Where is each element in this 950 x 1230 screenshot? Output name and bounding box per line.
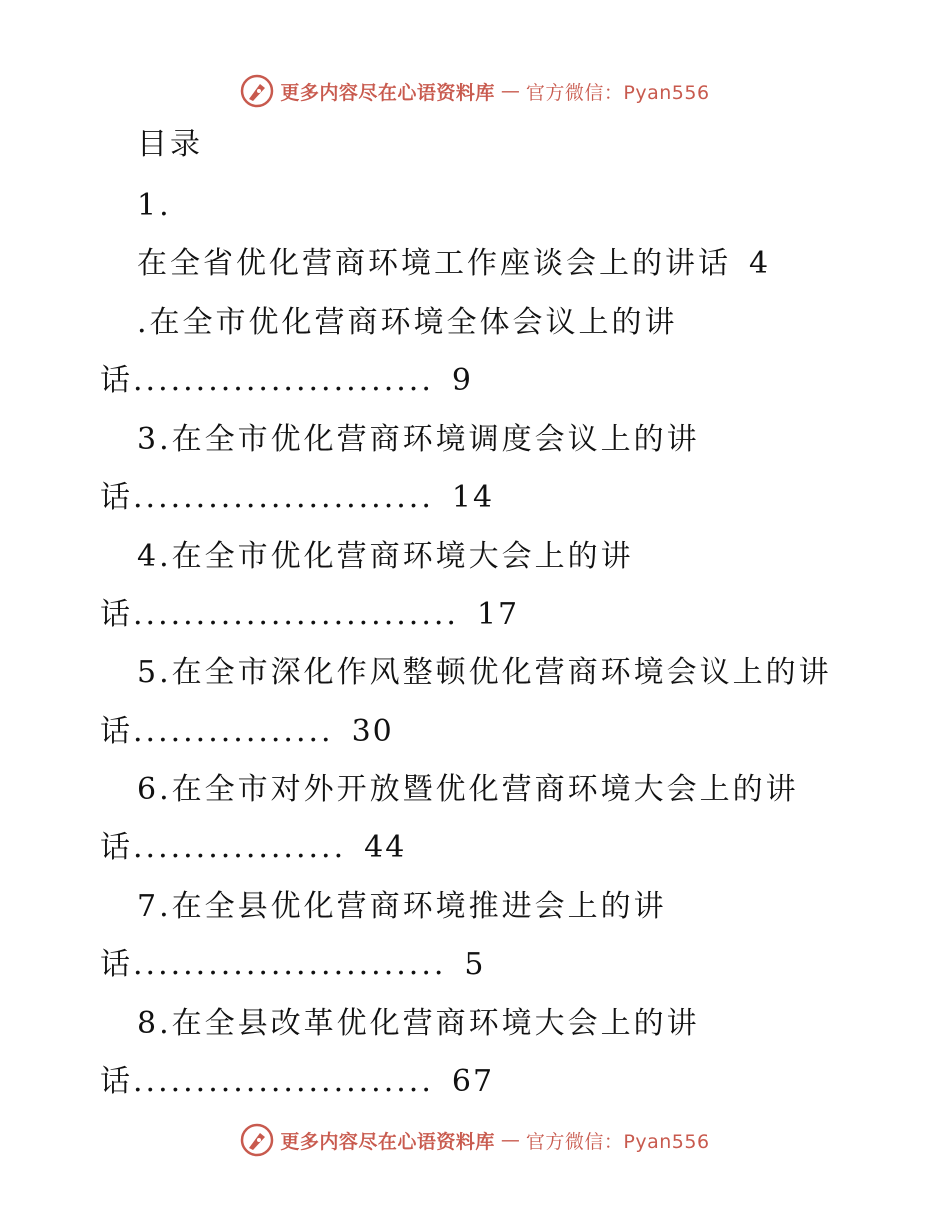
toc-entry-8-tail[interactable] bbox=[100, 1064, 495, 1099]
toc-entry-2-tail[interactable] bbox=[100, 363, 473, 398]
toc-entry-3-tail[interactable] bbox=[100, 480, 495, 515]
toc-entry-tail: 话 bbox=[100, 1064, 133, 1099]
toc-entry-page: 44 bbox=[364, 830, 407, 865]
pen-nib-logo-icon bbox=[240, 74, 274, 108]
toc-entry-1-number: 1. bbox=[137, 188, 172, 223]
toc-entry-7-tail[interactable] bbox=[100, 947, 486, 982]
toc-entry-page: 67 bbox=[451, 1064, 495, 1099]
toc-entry-6[interactable]: 6.在全市对外开放暨优化营商环境大会上的讲 bbox=[137, 772, 799, 807]
toc-entry-2[interactable]: .在全市优化营商环境全体会议上的讲 bbox=[137, 305, 678, 340]
toc-title: 目录 bbox=[137, 127, 203, 162]
toc-entry-page: 30 bbox=[351, 714, 394, 749]
toc-entry-page: 14 bbox=[451, 480, 495, 515]
toc-entry-tail: 话 bbox=[100, 947, 133, 982]
toc-entry-4-tail[interactable] bbox=[100, 597, 520, 632]
toc-entry-4[interactable]: 4.在全市优化营商环境大会上的讲 bbox=[137, 539, 634, 574]
toc-entry-3[interactable]: 3.在全市优化营商环境调度会议上的讲 bbox=[137, 422, 700, 457]
watermark-banner-top bbox=[0, 69, 950, 113]
watermark-separator: — bbox=[500, 1129, 520, 1151]
watermark-separator: — bbox=[500, 80, 520, 102]
toc-leader-dots: ........................ bbox=[133, 363, 434, 398]
watermark-text: 更多内容尽在心语资料库 bbox=[280, 1130, 495, 1153]
toc-entry-8[interactable]: 8.在全县改革优化营商环境大会上的讲 bbox=[137, 1006, 700, 1041]
toc-entry-page: 5 bbox=[464, 947, 486, 982]
toc-entry-1[interactable] bbox=[137, 246, 771, 281]
toc-entry-tail: 话 bbox=[100, 363, 133, 398]
toc-entry-tail: 话 bbox=[100, 714, 133, 749]
toc-entry-6-tail[interactable] bbox=[100, 830, 407, 865]
watermark-wechat: 官方微信：Pyan556 bbox=[525, 81, 710, 104]
watermark-text: 更多内容尽在心语资料库 bbox=[280, 81, 495, 104]
watermark-banner-bottom bbox=[0, 1118, 950, 1162]
toc-entry-tail: 话 bbox=[100, 597, 133, 632]
toc-entry-5[interactable]: 5.在全市深化作风整顿优化营商环境会议上的讲 bbox=[137, 655, 832, 690]
toc-entry-title: 在全省优化营商环境工作座谈会上的讲话 bbox=[137, 246, 731, 281]
toc-entry-page: 9 bbox=[451, 363, 473, 398]
pen-nib-logo-icon bbox=[240, 1123, 274, 1157]
toc-entry-5-tail[interactable] bbox=[100, 714, 394, 749]
toc-entry-7[interactable]: 7.在全县优化营商环境推进会上的讲 bbox=[137, 889, 667, 924]
toc-entry-tail: 话 bbox=[100, 830, 133, 865]
toc-leader-dots: ................ bbox=[133, 714, 334, 749]
toc-entry-page: 17 bbox=[476, 597, 520, 632]
toc-leader-dots: .......................... bbox=[133, 597, 459, 632]
toc-leader-dots: ................. bbox=[133, 830, 347, 865]
toc-leader-dots: ......................... bbox=[133, 947, 447, 982]
toc-entry-tail: 话 bbox=[100, 480, 133, 515]
watermark-wechat: 官方微信：Pyan556 bbox=[525, 1130, 710, 1153]
toc-entry-page: 4 bbox=[749, 246, 771, 281]
toc-leader-dots: ........................ bbox=[133, 480, 434, 515]
toc-leader-dots: ........................ bbox=[133, 1064, 434, 1099]
